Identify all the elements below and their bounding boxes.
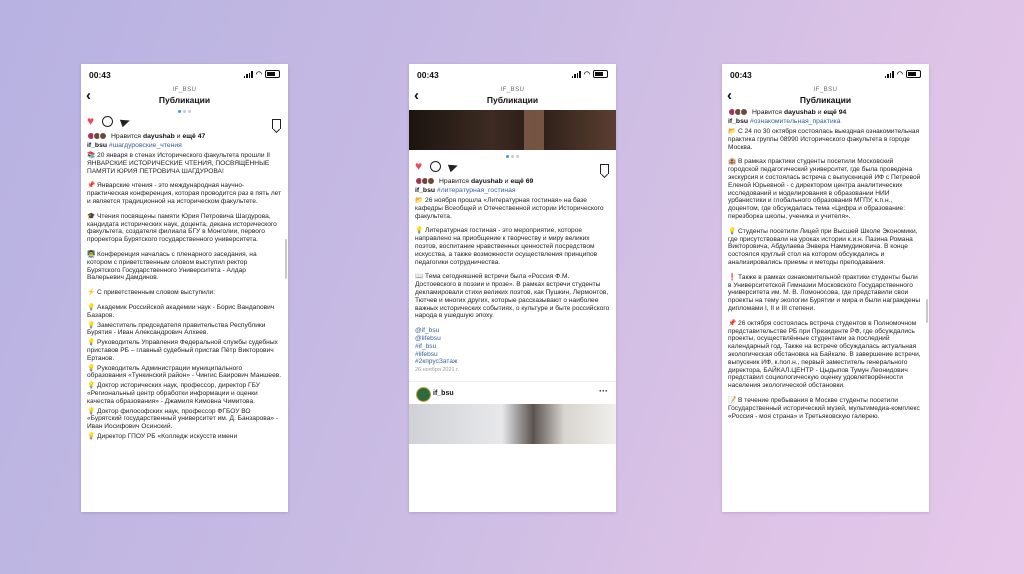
battery-icon	[906, 70, 921, 78]
signal-icon	[572, 71, 581, 78]
caption-paragraph: 📖 Тема сегодняшней встречи была «Россия Ф.М. Достоевского в поэзии и прозе». В рамках встречи студенты декламировали стихи великих поэтов, как Пушкин, Лермонтов, Тютчев и многих других, которые рассказывают о наиболее важных исторических событиях, о культуре и быте российского народа в ушедшую эпоху.	[415, 273, 610, 320]
post-username[interactable]: if_bsu	[87, 142, 108, 149]
account-name: IF_BSU	[813, 87, 838, 93]
page-title: Публикации	[799, 95, 852, 105]
back-icon[interactable]: ‹	[727, 87, 732, 104]
post-hashtag[interactable]: #шагдуровские_чтения	[108, 142, 182, 149]
next-post-header	[409, 382, 616, 404]
battery-icon	[265, 70, 280, 78]
speaker-item: 💡 Доктор философских наук, профессор ФГБОУ ВО «Бурятский государственный университет им. Д. Банзарова» - Иван Иосифович Осинский.	[87, 407, 279, 431]
phone-screenshot-1	[81, 64, 288, 512]
wifi-icon: ◠	[255, 71, 262, 78]
next-post-username[interactable]: if_bsu	[433, 389, 454, 397]
speaker-item: 💡 Заместитель председателя правительства Республики Бурятия - Иван Александрович Алхеев.	[87, 321, 266, 337]
status-time: 00:43	[730, 70, 752, 80]
speaker-item: 💡 Руководитель Управления Федеральной службы судебных приставов РБ – главный судебный пристав Пётр Викторович Ертанов.	[87, 339, 278, 362]
speaker-item: 💡 Доктор исторических наук, профессор, директор ГБУ «Региональный центр обработки информации и оценки качества образования» - Джамиля Кимовна Чимитова.	[87, 382, 260, 405]
liker-avatars	[87, 132, 107, 140]
heart-icon[interactable]: ♥	[415, 159, 423, 173]
caption-head	[722, 116, 929, 125]
liker-avatars	[415, 177, 435, 185]
likes-line[interactable]: Нравится dayushab и ещё 94	[722, 108, 929, 116]
caption-paragraph: 🏨 В рамках практики студенты посетили Московский городской педагогический университет, где была проведена экскурсия и состоялась встреча с выпускницей ИФ с Петревой Еленой Юрьевной - с директором центра аналитических исследований и моделирования в образовании НИИ урбанистики и глобального образования МГПУ, к.п.н., доцентом, где обсуждалась тема «Цифра и образование: перезборка школы, ученика и учителя».	[728, 158, 921, 220]
signal-icon	[885, 71, 894, 78]
scrollbar[interactable]	[926, 299, 928, 323]
account-name: IF_BSU	[172, 87, 197, 93]
caption-paragraph: 📚 20 января в стенах Исторического факультета прошли II ЯНВАРСКИЕ ИСТОРИЧЕСКИЕ ЧТЕНИЯ, ПОСВЯЩЁННЫЕ ПАМЯТИ ЮРИЯ ПЕТРОВИЧА ШАГДУРОВА!	[87, 152, 271, 175]
post-actions	[81, 114, 288, 130]
likes-line[interactable]: Нравится dayushab и ещё 69	[409, 175, 616, 185]
nav-header	[409, 84, 616, 108]
caption-paragraph: 📌 26 октября состоялась встреча студентов в Полномочном представительстве РБ при Президенте РФ, где обсуждались проекты, осуществлённые студентами за последний календарный год. Также на встрече обсуждалась актуальная экологическая обстановка на Байкале. В завершение встречи, выпускник ИФ, к.пол.н., первый заместитель генерального директора, БАЙКАЛ.ЦЕНТР - Цыдыпов Тумун Леонидович представил социологическую оценку удовлетворённости населения экологической обстановки.	[728, 319, 921, 390]
avatar[interactable]	[416, 387, 431, 402]
comment-icon[interactable]	[102, 116, 113, 127]
status-time: 00:43	[417, 70, 439, 80]
phone-screenshot-3	[722, 64, 929, 512]
speaker-item: 💡 Академик Российской академии наук - Борис Вандanович Базаров.	[87, 303, 275, 319]
account-name: IF_BSU	[500, 87, 525, 93]
nav-header	[722, 84, 929, 108]
speaker-item: 💡 Руководитель Администрации муниципального образования «Тункинский район» - Чингис Баирович Маншеев.	[87, 364, 282, 380]
caption-paragraph: 💡 Студенты посетили Лицей при Высшей Школе Экономики, где присутствовали на уроках истории к.и.н. Пазина Романа Викторовича, Абдулаева Энвера Наммудиновича. В конце состоялся круглый стол на котором обсуждались и анализировались приемы и методы преподавания.	[728, 227, 918, 266]
post-caption	[722, 125, 929, 420]
post-hashtag[interactable]: #ознакомительная_практика	[749, 118, 841, 125]
post-date: 26 ноября 2021 г.	[415, 367, 459, 374]
caption-paragraph: 📂 С 24 по 30 октября состоялась выездная ознакомительная практика группы 08990 Исторического факультета в городе Москва.	[728, 128, 920, 151]
wifi-icon: ◠	[583, 71, 590, 78]
caption-paragraph: 📝 В течение пребывания в Москве студенты посетили Государственный исторический музей, мультимедиа-комплекс «Россия - моя страна» и Третьяковскую галерею.	[728, 396, 920, 420]
comment-icon[interactable]	[430, 161, 441, 172]
post-caption	[81, 149, 288, 441]
back-icon[interactable]: ‹	[414, 87, 419, 104]
speaker-item: 💡 Директор ГПОУ РБ «Колледж искусств имени	[87, 432, 238, 440]
battery-icon	[593, 70, 608, 78]
post-caption	[409, 194, 616, 375]
scrollbar[interactable]	[285, 239, 287, 279]
page-title: Публикации	[486, 95, 539, 105]
caption-paragraph: 💡 Литературная гостиная - это мероприятие, которое направлено на приобщение к творчеству и миру великих поэтов, воспитание нравственных ценностей посредством искусства, а также возможности осуществления принципов педагогики сотрудничества.	[415, 227, 598, 266]
likes-line[interactable]: Нравится dayushab и ещё 47	[81, 130, 288, 140]
post-photo[interactable]	[409, 110, 616, 150]
link-item[interactable]: @if_bsu	[415, 327, 440, 335]
caption-paragraph: ❗ Также в рамках ознакомительной практики студенты были в Университетской Гимназии Московского Государственного университета им. М. В. Ломоносова, где представили свои проекты на тему экологии Бурятии и мира и были награждены дипломами I, II и III степени.	[728, 273, 921, 312]
next-post-photo[interactable]	[409, 404, 616, 444]
post-hashtag[interactable]: #литературная_гостиная	[436, 187, 516, 194]
post-username[interactable]: if_bsu	[728, 118, 749, 125]
caption-paragraph: 🎓 Чтения посвящены памяти Юрия Петровича Шагдурова, кандидата исторических наук, доцента, декана исторического факультета, создателя филиала БГУ в Монголии, первого проректора Бурятского государственного университета.	[87, 212, 277, 244]
status-bar	[81, 64, 288, 84]
post-username[interactable]: if_bsu	[415, 187, 436, 194]
back-icon[interactable]: ‹	[86, 87, 91, 104]
link-item[interactable]: #2кпрусЗатаж	[415, 358, 458, 366]
share-icon[interactable]	[120, 116, 131, 127]
status-bar	[722, 64, 929, 84]
caption-paragraph: 👨‍🏫 Конференция началась с пленарного заседания, на котором с приветственным словом выступил ректор Бурятского Государственного Университета - Алдар Валерьевич Дамдинов.	[87, 250, 257, 282]
bookmark-icon[interactable]	[600, 164, 609, 174]
link-item[interactable]: #lifebsu	[415, 350, 438, 358]
more-icon[interactable]: ···	[599, 385, 608, 396]
signal-icon	[244, 71, 253, 78]
link-item[interactable]: #if_bsu	[415, 342, 437, 350]
caption-paragraph: 📌 Январские чтения - это международная научно-практическая конференция, которая проводится раз в пять лет и является традиционной на историческом факультете.	[87, 182, 282, 205]
status-time: 00:43	[89, 70, 111, 80]
page-title: Публикации	[158, 95, 211, 105]
caption-paragraph: ⚡ С приветственным словом выступили:	[87, 289, 216, 297]
caption-paragraph: 📂 26 ноября прошла «Литературная гостиная» на базе кафедры Всеобщей и Отечественной истории Исторического факультета.	[415, 197, 604, 220]
share-icon[interactable]	[448, 161, 459, 172]
liker-avatars	[728, 108, 748, 116]
link-item[interactable]: @lifebsu	[415, 334, 441, 342]
wifi-icon: ◠	[896, 71, 903, 78]
phone-screenshot-2	[409, 64, 616, 512]
heart-icon[interactable]: ♥	[87, 114, 95, 128]
bookmark-icon[interactable]	[272, 119, 281, 129]
status-bar	[409, 64, 616, 84]
caption-head	[81, 140, 288, 149]
nav-header	[81, 84, 288, 108]
post-links	[415, 327, 610, 366]
caption-head	[409, 185, 616, 194]
post-actions	[409, 159, 616, 175]
